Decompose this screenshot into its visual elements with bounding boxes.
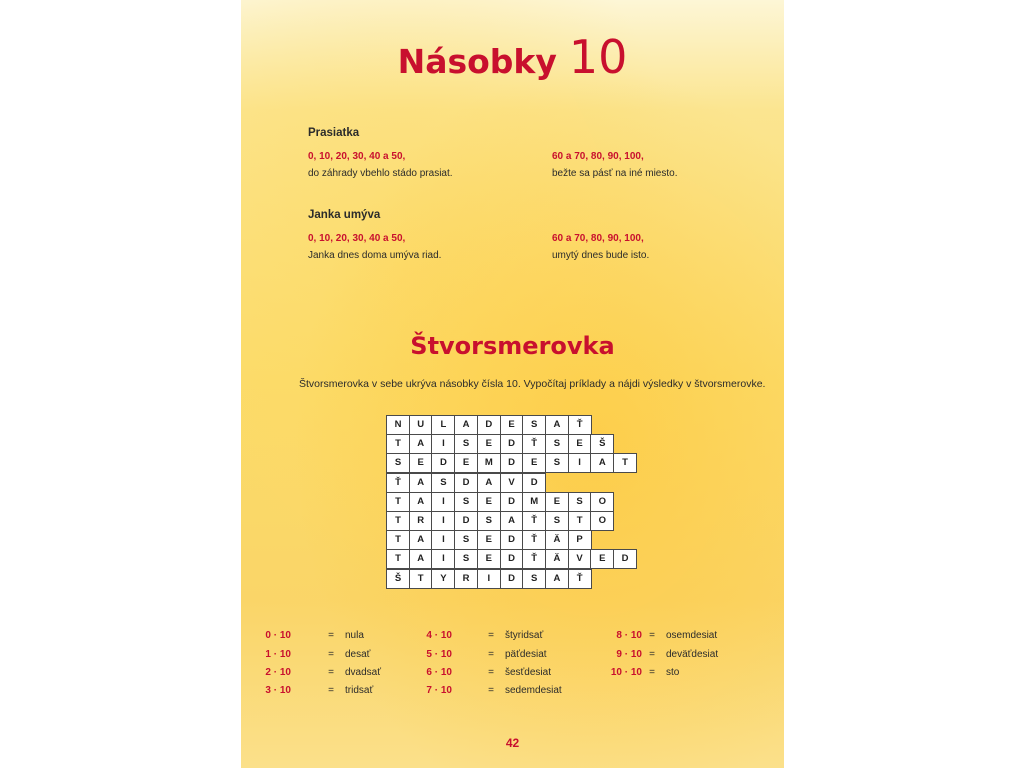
result-value: nula [345, 630, 364, 641]
result-eq: = [488, 630, 494, 641]
result-expr: 4 · 10 [426, 630, 452, 641]
poem-numbers: 60 a 70, 80, 90, 100, [552, 233, 644, 244]
grid-cell: R [409, 511, 433, 531]
page-title-word: Násobky [397, 42, 557, 81]
grid-cell: Ť [568, 415, 592, 435]
grid-cell: V [500, 473, 524, 493]
result-expr: 3 · 10 [265, 685, 291, 696]
grid-cell: E [568, 434, 592, 454]
poem-line: umytý dnes bude isto. [552, 250, 650, 261]
result-eq: = [649, 649, 655, 660]
instructions: Štvorsmerovka v sebe ukrýva násobky čísla 10. Vypočítaj príklady a nájdi výsledky v štvorsmerovke. [299, 378, 766, 390]
result-expr: 9 · 10 [616, 649, 642, 660]
grid-cell: D [500, 434, 524, 454]
grid-cell: E [477, 492, 501, 512]
section-title: Štvorsmerovka [410, 332, 615, 360]
grid-cell: P [568, 530, 592, 550]
grid-cell: V [568, 549, 592, 569]
grid-cell: A [590, 453, 614, 473]
result-expr: 7 · 10 [426, 685, 452, 696]
result-eq: = [328, 667, 334, 678]
grid-cell: T [386, 549, 410, 569]
grid-cell: E [545, 492, 569, 512]
grid-cell: A [454, 415, 478, 435]
grid-cell: Ä [545, 530, 569, 550]
result-value: dvadsať [345, 667, 381, 678]
grid-cell: I [431, 549, 455, 569]
grid-cell: D [454, 473, 478, 493]
poem-numbers: 0, 10, 20, 30, 40 a 50, [308, 233, 406, 244]
grid-cell: E [409, 453, 433, 473]
grid-cell: S [522, 415, 546, 435]
grid-cell: A [409, 492, 433, 512]
grid-cell: D [500, 530, 524, 550]
grid-cell: Ť [568, 569, 592, 589]
result-value: sto [666, 667, 680, 678]
grid-cell: A [500, 511, 524, 531]
grid-cell: Ť [386, 473, 410, 493]
grid-cell: O [590, 511, 614, 531]
grid-cell: D [477, 415, 501, 435]
grid-cell: A [477, 473, 501, 493]
grid-cell: O [590, 492, 614, 512]
grid-cell: S [477, 511, 501, 531]
grid-cell: E [522, 453, 546, 473]
page-title [241, 30, 784, 84]
grid-cell: M [522, 492, 546, 512]
grid-cell: E [477, 530, 501, 550]
result-value: štyridsať [505, 630, 544, 641]
result-expr: 10 · 10 [610, 667, 642, 678]
result-eq: = [328, 649, 334, 660]
grid-cell: S [431, 473, 455, 493]
grid-cell: I [431, 511, 455, 531]
grid-cell: T [568, 511, 592, 531]
result-value: deväťdesiat [666, 649, 719, 660]
grid-cell: S [454, 549, 478, 569]
grid-cell: Ä [545, 549, 569, 569]
grid-cell: S [545, 453, 569, 473]
grid-cell: A [409, 473, 433, 493]
result-eq: = [649, 667, 655, 678]
page-title-number: 10 [568, 30, 628, 84]
result-expr: 6 · 10 [426, 667, 452, 678]
grid-cell: N [386, 415, 410, 435]
grid-cell: S [568, 492, 592, 512]
result-eq: = [488, 685, 494, 696]
grid-cell: S [454, 492, 478, 512]
grid-cell: S [545, 434, 569, 454]
grid-cell: Ť [522, 511, 546, 531]
grid-cell: A [409, 530, 433, 550]
result-expr: 8 · 10 [616, 630, 642, 641]
result-value: sedemdesiat [505, 685, 562, 696]
result-expr: 0 · 10 [265, 630, 291, 641]
grid-cell: L [431, 415, 455, 435]
grid-cell: E [477, 549, 501, 569]
grid-cell: D [500, 569, 524, 589]
result-value: päťdesiat [505, 649, 547, 660]
grid-cell: D [431, 453, 455, 473]
grid-cell: S [545, 511, 569, 531]
grid-cell: S [454, 434, 478, 454]
grid-cell: D [522, 473, 546, 493]
result-value: osemdesiat [666, 630, 718, 641]
grid-cell: A [545, 415, 569, 435]
grid-cell: Ť [522, 549, 546, 569]
grid-cell: I [431, 530, 455, 550]
grid-cell: A [409, 549, 433, 569]
grid-cell: M [477, 453, 501, 473]
grid-cell: T [386, 492, 410, 512]
grid-cell: S [454, 530, 478, 550]
grid-cell: A [409, 434, 433, 454]
workbook-page [241, 0, 784, 768]
poem-title: Prasiatka [308, 127, 360, 139]
grid-cell: A [545, 569, 569, 589]
grid-cell: Ť [522, 530, 546, 550]
poem-line: Janka dnes doma umýva riad. [308, 250, 442, 261]
grid-cell: E [500, 415, 524, 435]
result-expr: 2 · 10 [265, 667, 291, 678]
grid-cell: Š [386, 569, 410, 589]
grid-cell: I [431, 492, 455, 512]
poem-numbers: 60 a 70, 80, 90, 100, [552, 151, 644, 162]
grid-cell: T [386, 511, 410, 531]
grid-cell: Y [431, 569, 455, 589]
poem-line: bežte sa pásť na iné miesto. [552, 168, 678, 179]
poem-title: Janka umýva [308, 209, 381, 221]
grid-cell: E [454, 453, 478, 473]
grid-cell: Š [590, 434, 614, 454]
grid-cell: D [500, 549, 524, 569]
grid-cell: U [409, 415, 433, 435]
grid-cell: S [386, 453, 410, 473]
grid-cell: I [431, 434, 455, 454]
result-eq: = [649, 630, 655, 641]
grid-cell: T [386, 530, 410, 550]
grid-cell: Ť [522, 434, 546, 454]
grid-cell: I [568, 453, 592, 473]
result-expr: 1 · 10 [265, 649, 291, 660]
grid-cell: I [477, 569, 501, 589]
grid-cell: D [500, 453, 524, 473]
poem-line: do záhrady vbehlo stádo prasiat. [308, 168, 453, 179]
result-eq: = [328, 685, 334, 696]
result-eq: = [488, 667, 494, 678]
result-eq: = [328, 630, 334, 641]
grid-cell: T [409, 569, 433, 589]
result-expr: 5 · 10 [426, 649, 452, 660]
grid-cell: E [590, 549, 614, 569]
grid-cell: S [522, 569, 546, 589]
result-value: šesťdesiat [505, 667, 551, 678]
result-value: tridsať [345, 685, 374, 696]
poem-numbers: 0, 10, 20, 30, 40 a 50, [308, 151, 406, 162]
result-eq: = [488, 649, 494, 660]
grid-cell: T [386, 434, 410, 454]
grid-cell: D [454, 511, 478, 531]
result-value: desať [345, 649, 371, 660]
grid-cell: D [500, 492, 524, 512]
grid-cell: T [613, 453, 637, 473]
grid-cell: R [454, 569, 478, 589]
grid-cell: D [613, 549, 637, 569]
page-number: 42 [505, 736, 520, 750]
grid-cell: E [477, 434, 501, 454]
